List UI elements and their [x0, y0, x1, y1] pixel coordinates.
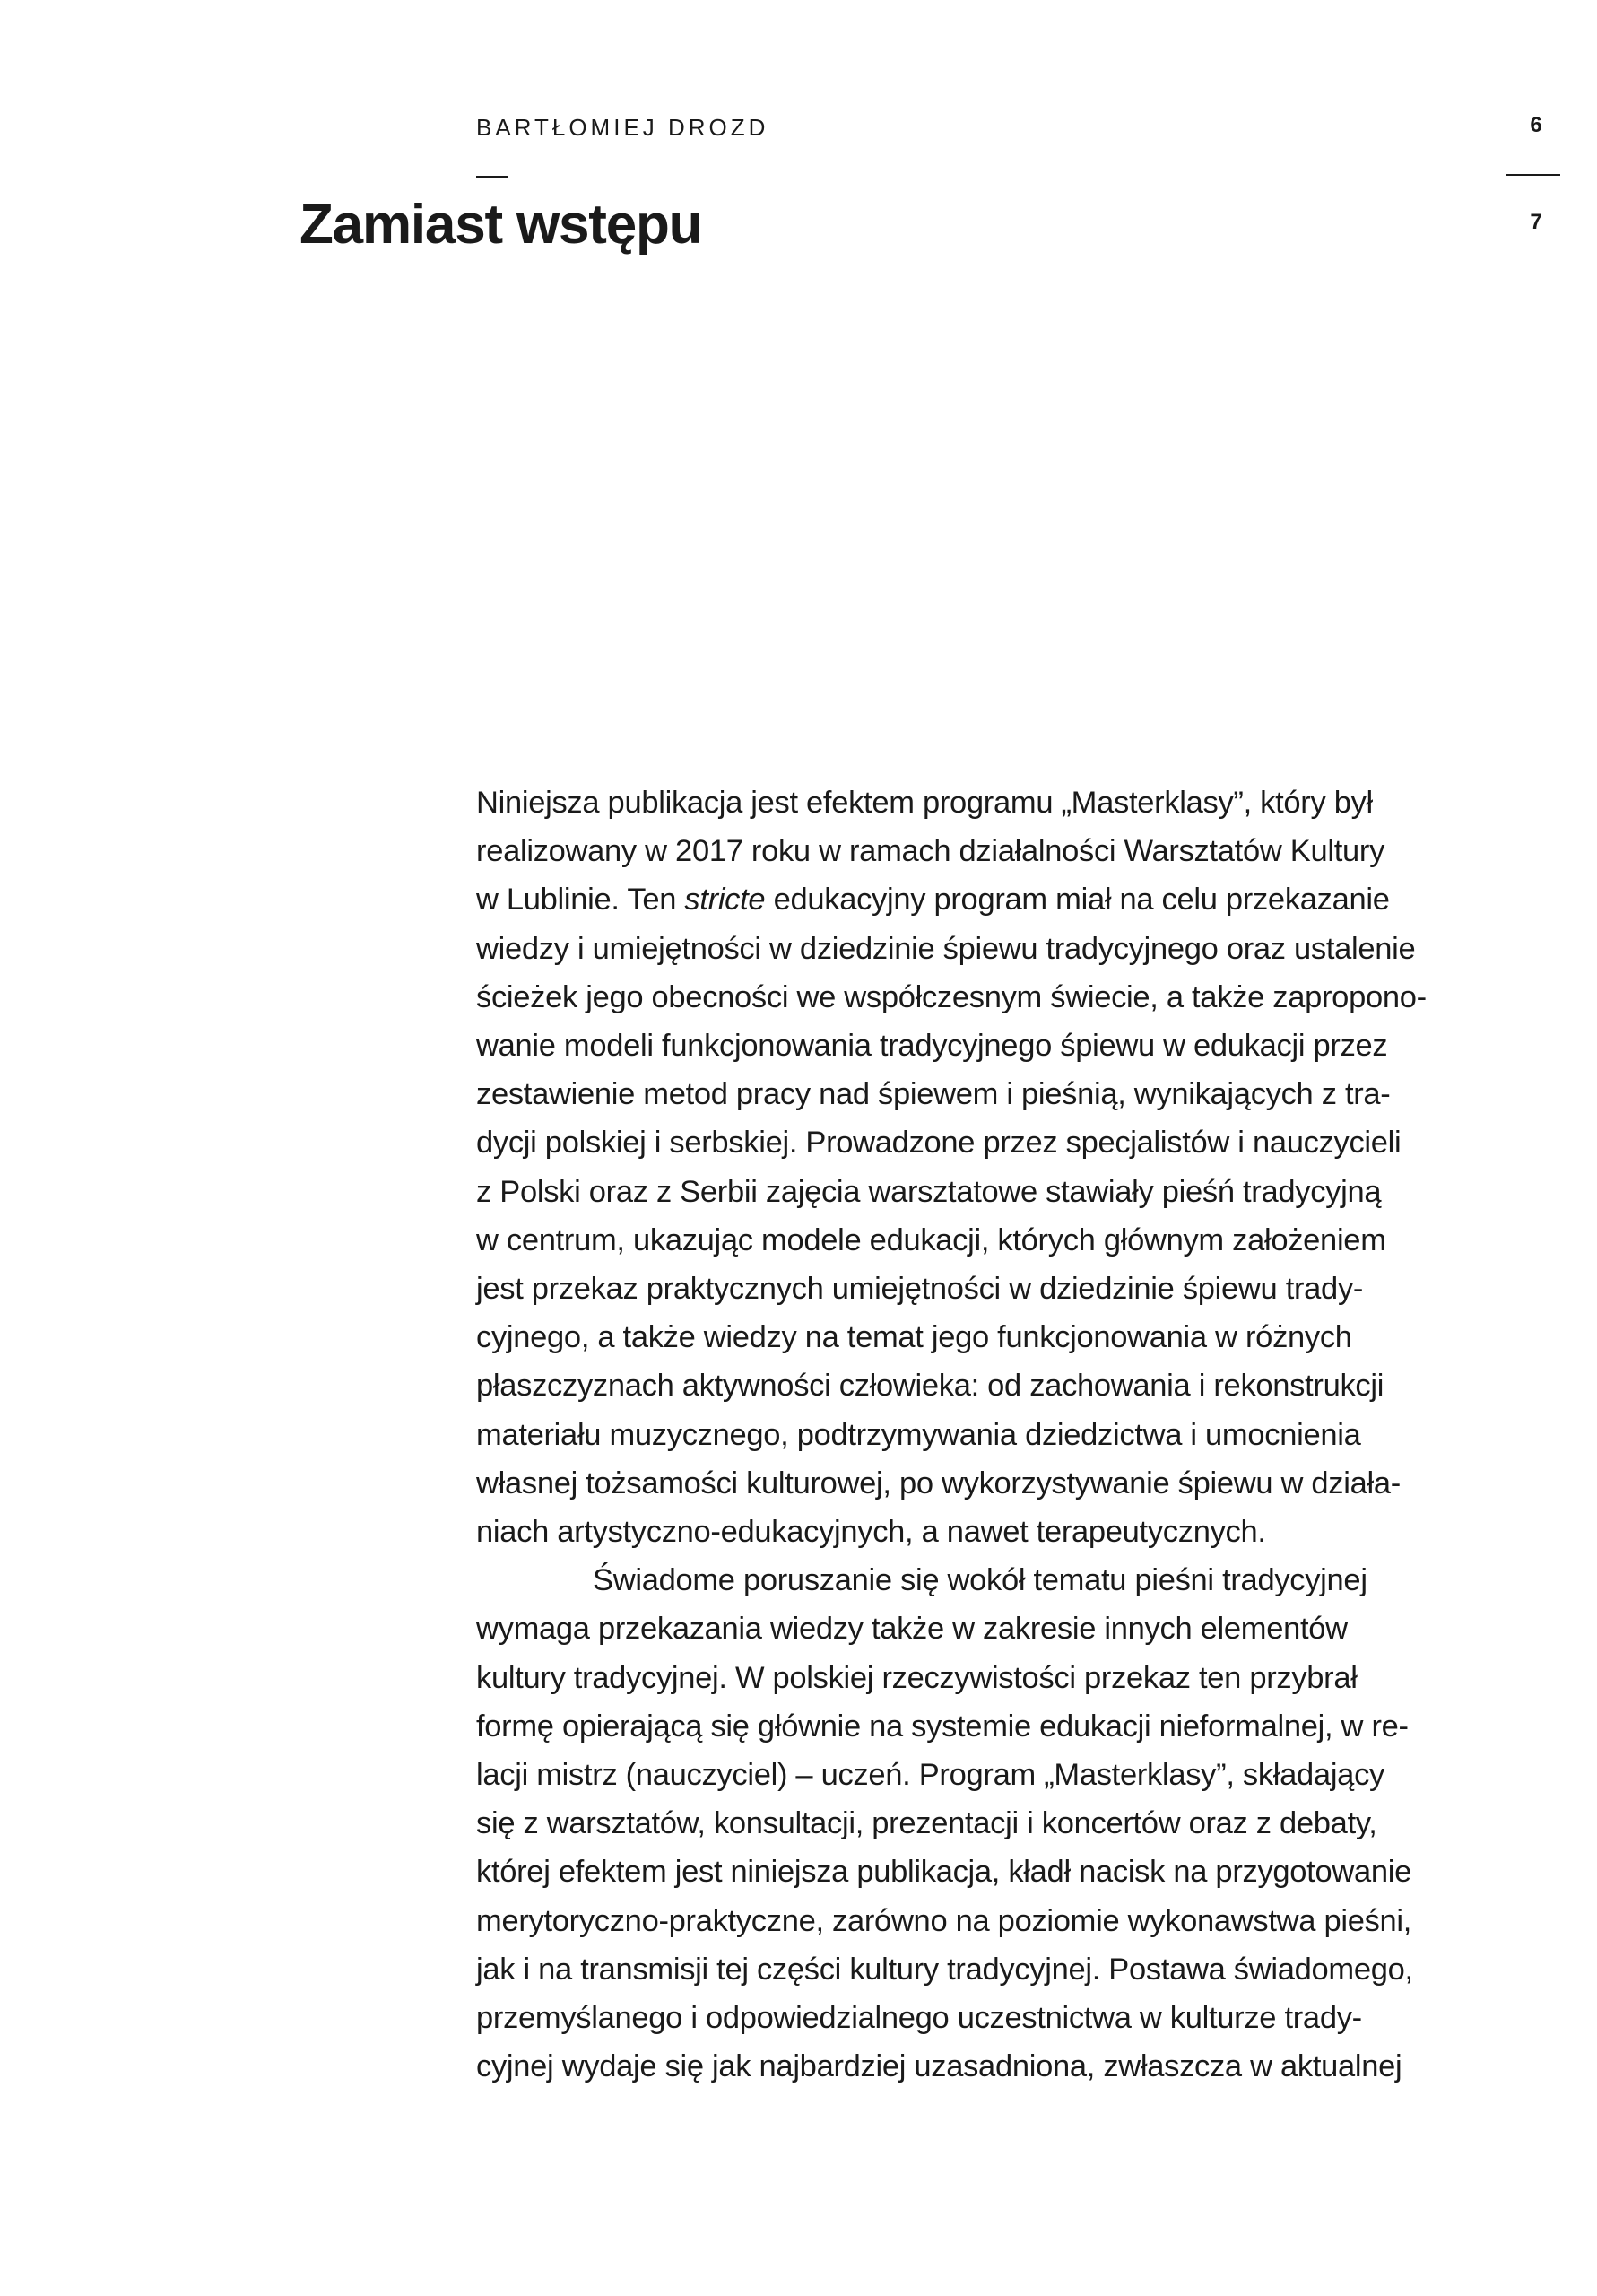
italic-term: stricte [684, 883, 766, 918]
header-rule-left [476, 176, 508, 178]
text-line: Niniejsza publikacja jest efektem programu „Masterklasy”, który był [476, 786, 1373, 820]
text-line: formę opierającą się głównie na systemie edukacji nieformalnej, w re- [476, 1709, 1409, 1744]
page-number-divider [1506, 174, 1560, 176]
text-line: zestawienie metod pracy nad śpiewem i pieśnią, wynikających z tra- [476, 1077, 1391, 1112]
text-line: płaszczyznach aktywności człowieka: od zachowania i rekonstrukcji [476, 1369, 1384, 1404]
text-line: jest przekaz praktycznych umiejętności w dziedzinie śpiewu trady- [476, 1272, 1364, 1307]
text-line: w Lublinie. Ten stricte edukacyjny program miał na celu przekazanie [476, 883, 1390, 918]
text-line: merytoryczno-praktyczne, zarówno na poziomie wykonawstwa pieśni, [476, 1903, 1412, 1938]
text-line: której efektem jest niniejsza publikacja, kładł nacisk na przygotowanie [476, 1855, 1411, 1890]
text-line: dycji polskiej i serbskiej. Prowadzone przez specjalistów i nauczycieli [476, 1126, 1402, 1161]
text-line: wanie modeli funkcjonowania tradycyjnego śpiewu w edukacji przez [476, 1029, 1388, 1064]
text-line: cyjnej wydaje się jak najbardziej uzasadniona, zwłaszcza w aktualnej [476, 2049, 1402, 2084]
chapter-title: Zamiast wstępu [299, 194, 702, 256]
text-line: z Polski oraz z Serbii zajęcia warsztatowe stawiały pieśń tradycyjną [476, 1174, 1382, 1209]
text-line: wymaga przekazania wiedzy także w zakresie innych elementów [476, 1612, 1348, 1647]
body-text [476, 778, 1454, 2091]
text-line: niach artystyczno-edukacyjnych, a nawet terapeutycznych. [476, 1515, 1266, 1550]
paragraph-1 [476, 778, 1454, 1556]
text-line: ścieżek jego obecności we współczesnym świecie, a także zapropono- [476, 979, 1427, 1014]
text-line: Świadome poruszanie się wokół tematu pieśni tradycyjnej [593, 1563, 1367, 1598]
text-line: własnej tożsamości kulturowej, po wykorzystywanie śpiewu w działa- [476, 1465, 1401, 1500]
text-line: wiedzy i umiejętności w dziedzinie śpiewu tradycyjnego oraz ustalenie [476, 931, 1416, 966]
page-number-right: 7 [1530, 210, 1542, 234]
text-line: w centrum, ukazując modele edukacji, których głównym założeniem [476, 1222, 1386, 1257]
text-line: kultury tradycyjnej. W polskiej rzeczywistości przekaz ten przybrał [476, 1660, 1358, 1695]
text-line: materiału muzycznego, podtrzymywania dziedzictwa i umocnienia [476, 1417, 1361, 1452]
text-line: przemyślanego i odpowiedzialnego uczestnictwa w kulturze trady- [476, 2001, 1362, 2036]
text-line: realizowany w 2017 roku w ramach działalności Warsztatów Kultury [476, 834, 1385, 869]
text-line: cyjnego, a także wiedzy na temat jego funkcjonowania w różnych [476, 1320, 1352, 1355]
page-number-left: 6 [1530, 113, 1542, 137]
text-line: się z warsztatów, konsultacji, prezentacji i koncertów oraz z debaty, [476, 1806, 1377, 1841]
text-line: lacji mistrz (nauczyciel) – uczeń. Program „Masterklasy”, składający [476, 1758, 1384, 1793]
author-name: BARTŁOMIEJ DROZD [476, 114, 769, 141]
text-line: jak i na transmisji tej części kultury tradycyjnej. Postawa świadomego, [476, 1952, 1413, 1987]
paragraph-2 [476, 1556, 1454, 2091]
